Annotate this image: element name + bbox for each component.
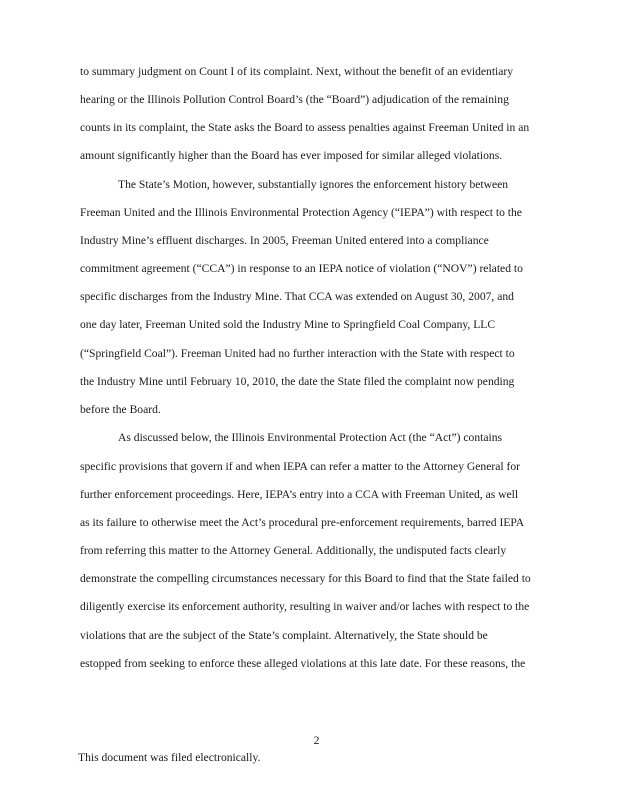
body-line: to summary judgment on Count I of its complaint. Next, without the benefit of an evidentiary: [80, 65, 514, 78]
body-line: as its failure to otherwise meet the Act’s procedural pre-enforcement requirements, barred IEPA: [80, 516, 525, 529]
body-line: amount significantly higher than the Board has ever imposed for similar alleged violations.: [80, 149, 503, 162]
body-line: counts in its complaint, the State asks the Board to assess penalties against Freeman United in an: [80, 121, 530, 134]
body-line: further enforcement proceedings. Here, IEPA’s entry into a CCA with Freeman United, as well: [80, 488, 519, 501]
body-line: diligently exercise its enforcement authority, resulting in waiver and/or laches with respect to the: [80, 600, 530, 613]
filing-footer-note: This document was filed electronically.: [78, 751, 261, 764]
paragraph-first-line: The State’s Motion, however, substantially ignores the enforcement history between: [118, 178, 509, 191]
page-number: 2: [313, 734, 320, 747]
body-line: hearing or the Illinois Pollution Control Board’s (the “Board”) adjudication of the remaining: [80, 93, 509, 106]
body-line: specific discharges from the Industry Mine. That CCA was extended on August 30, 2007, and: [80, 290, 514, 303]
body-line: the Industry Mine until February 10, 2010, the date the State filed the complaint now pending: [80, 375, 515, 388]
body-line: violations that are the subject of the State’s complaint. Alternatively, the State should be: [80, 629, 488, 642]
body-line: Freeman United and the Illinois Environmental Protection Agency (“IEPA”) with respect to the: [80, 206, 522, 219]
body-line: commitment agreement (“CCA”) in response to an IEPA notice of violation (“NOV”) related to: [80, 262, 523, 275]
paragraph-first-line: As discussed below, the Illinois Environmental Protection Act (the “Act”) contains: [118, 431, 503, 444]
body-line: one day later, Freeman United sold the Industry Mine to Springfield Coal Company, LLC: [80, 318, 496, 331]
body-line: estopped from seeking to enforce these alleged violations at this late date. For these reasons, the: [80, 657, 526, 670]
body-line: demonstrate the compelling circumstances necessary for this Board to find that the State failed to: [80, 572, 531, 585]
body-line: Industry Mine’s effluent discharges. In 2005, Freeman United entered into a compliance: [80, 234, 489, 247]
body-line: specific provisions that govern if and when IEPA can refer a matter to the Attorney General for: [80, 460, 520, 473]
body-line: from referring this matter to the Attorney General. Additionally, the undisputed facts clearly: [80, 544, 507, 557]
body-line: (“Springfield Coal”). Freeman United had no further interaction with the State with respect to: [80, 347, 515, 360]
body-line: before the Board.: [80, 403, 161, 416]
